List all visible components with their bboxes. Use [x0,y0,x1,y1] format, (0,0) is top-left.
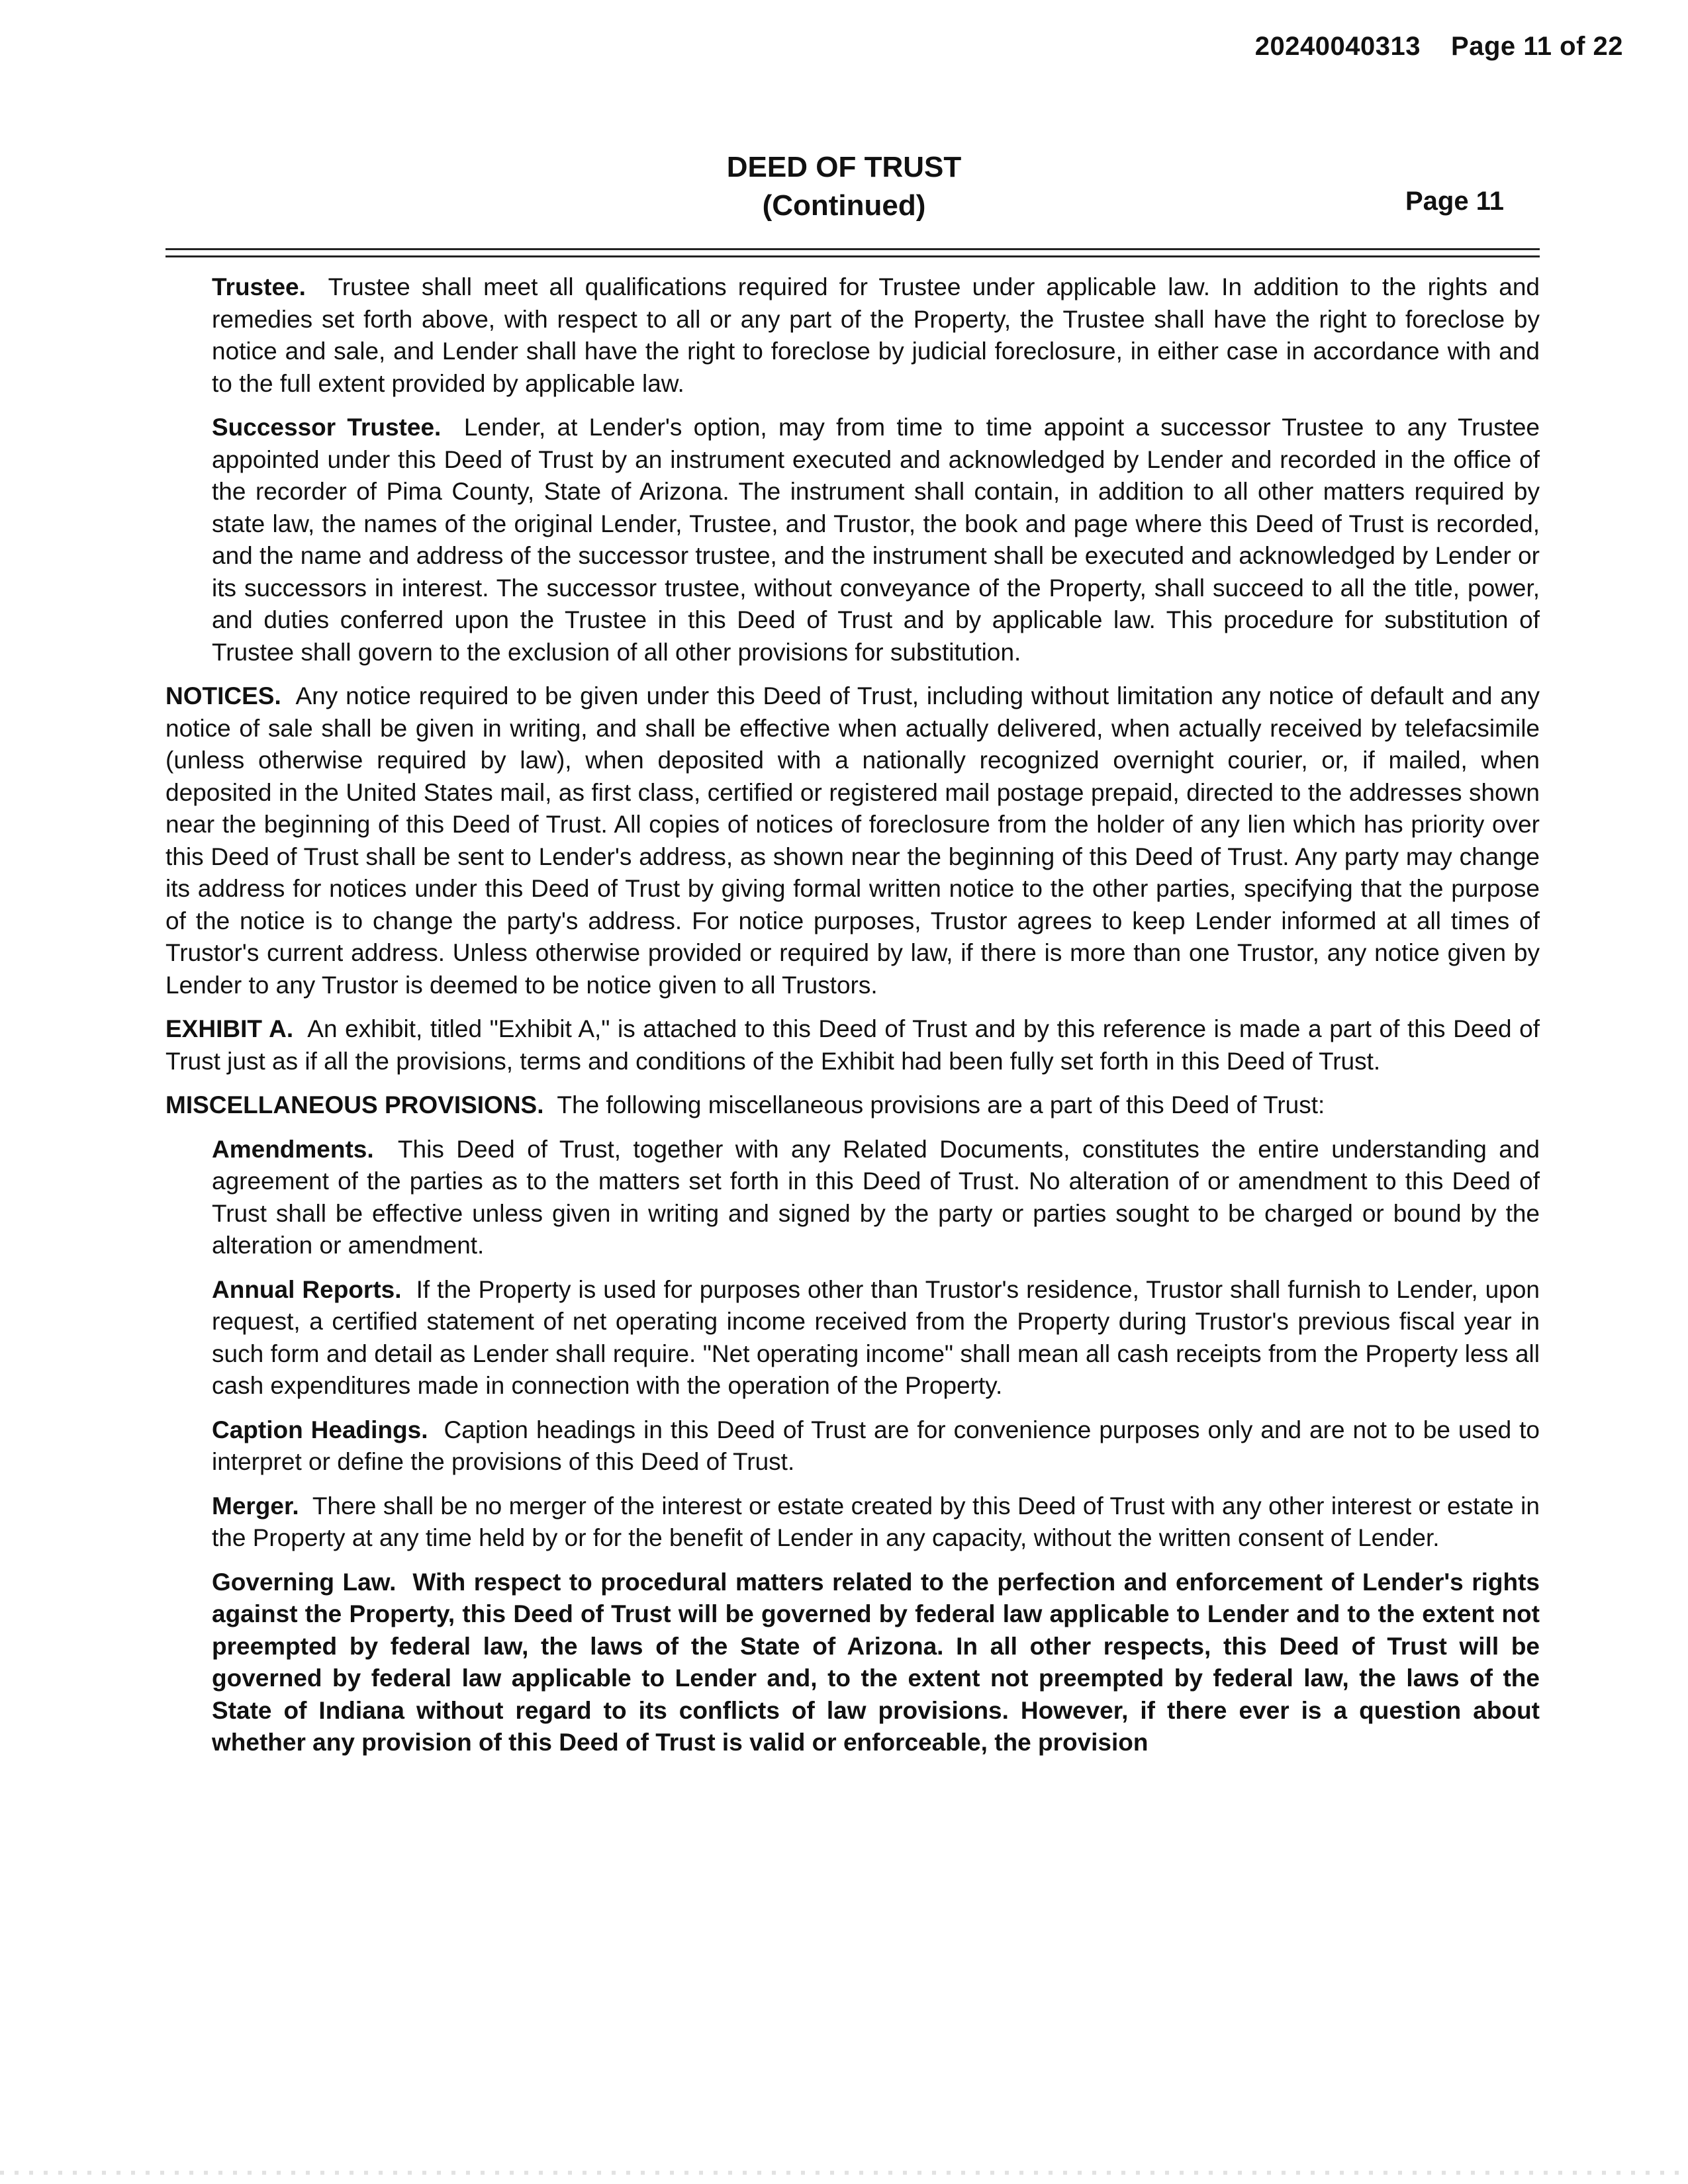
section-text: If the Property is used for purposes other than Trustor's residence, Trustor shall furnish to Lender, upon request, a certified statement of net operating income received from the Property during Trustor's previous fiscal year in such form and detail as Lender shall require. "Net operating income" shall mean all cash receipts from the Property less all cash expenditures made in connection with the operation of the Property. [212,1275,1540,1399]
section-heading: Annual Reports. [212,1275,402,1303]
section-text: With respect to procedural matters related to the perfection and enforcement of Lender's rights against the Property, this Deed of Trust will be governed by federal law applicable to Lender and to the extent not preempted by federal law, the laws of the State of Arizona. In all other respects, this Deed of Trust will be governed by federal law applicable to Lender and, to the extent not preempted by federal law, the laws of the State of Indiana without regard to its conflicts of law provisions. However, if there ever is a question about whether any provision of this Deed of Trust is valid or enforceable, the provision [212,1568,1540,1756]
section-caption-headings [212,1414,1540,1479]
section-text: There shall be no merger of the interest or estate created by this Deed of Trust with any other interest or estate in the Property at any time held by or for the benefit of Lender in any capacity, without the written consent of Lender. [212,1492,1540,1551]
section-governing-law [212,1567,1540,1759]
section-trustee [212,271,1540,400]
section-miscellaneous [165,1089,1540,1122]
section-text: Lender, at Lender's option, may from time to time appoint a successor Trustee to any Trustee appointed under this Deed of Trust by an instrument executed and acknowledged by Lender and recorded in the office of the recorder of Pima County, State of Arizona. The instrument shall contain, in addition to all other matters required by state law, the names of the original Lender, Trustee, and Trustor, the book and page where this Deed of Trust is recorded, and the name and address of the successor trustee, and the instrument shall be executed and acknowledged by Lender or its successors in interest. The successor trustee, without conveyance of the Property, shall succeed to all the title, power, and duties conferred upon the Trustee in this Deed of Trust and by applicable law. This procedure for substitution of Trustee shall govern to the exclusion of all other provisions for substitution. [212,414,1540,666]
section-amendments [212,1134,1540,1262]
document-reference [1255,32,1623,62]
page-label: Page 11 [1405,187,1504,216]
section-exhibit-a [165,1013,1540,1077]
header-rule-top [165,248,1540,250]
section-heading: Caption Headings. [212,1416,428,1443]
document-subtitle: (Continued) [762,189,926,222]
section-merger [212,1490,1540,1555]
section-heading: Governing Law. [212,1568,397,1596]
document-number: 20240040313 [1254,32,1421,61]
document-body [165,271,1540,1771]
section-text: Any notice required to be given under this Deed of Trust, including without limitation any notice of default and any notice of sale shall be given in writing, and shall be effective when actually delivered, when actually received by telefacsimile (unless otherwise required by law), when deposited with a nationally recognized overnight courier, or, if mailed, when deposited in the United States mail, as first class, certified or registered mail postage prepaid, directed to the addresses shown near the beginning of this Deed of Trust. All copies of notices of foreclosure from the holder of any lien which has priority over this Deed of Trust shall be sent to Lender's address, as shown near the beginning of this Deed of Trust. Any party may change its address for notices under this Deed of Trust by giving formal written notice to the other parties, specifying that the purpose of the notice is to change the party's address. For notice purposes, Trustor agrees to keep Lender informed at all times of Trustor's current address. Unless otherwise provided or required by law, if there is more than one Trustor, any notice given by Lender to any Trustor is deemed to be notice given to all Trustors. [165,682,1540,999]
section-annual-reports [212,1274,1540,1402]
section-text: Trustee shall meet all qualifications required for Trustee under applicable law. In addition to the rights and remedies set forth above, with respect to all or any part of the Property, the Trustee shall have the right to foreclose by notice and sale, and Lender shall have the right to foreclose by judicial foreclosure, in either case in accordance with and to the full extent provided by applicable law. [212,273,1540,397]
section-text: This Deed of Trust, together with any Related Documents, constitutes the entire understanding and agreement of the parties as to the matters set forth in this Deed of Trust. No alteration of or amendment to this Deed of Trust shall be effective unless given in writing and signed by the party or parties sought to be charged or bound by the alteration or amendment. [212,1135,1540,1259]
scan-artifact-strip [0,2171,1688,2175]
section-text: Caption headings in this Deed of Trust are for convenience purposes only and are not to be used to interpret or define the provisions of this Deed of Trust. [212,1416,1540,1475]
section-text: An exhibit, titled "Exhibit A," is attached to this Deed of Trust and by this reference is made a part of this Deed of Trust just as if all the provisions, terms and conditions of the Exhibit had been fully set forth in this Deed of Trust. [165,1015,1540,1075]
section-heading: EXHIBIT A. [165,1015,294,1042]
header-rule-bottom [165,255,1540,257]
page-of-count: Page 11 of 22 [1451,32,1623,61]
document-title: DEED OF TRUST [726,151,962,183]
section-heading: Successor Trustee. [212,414,442,441]
section-heading: NOTICES. [165,682,281,709]
section-heading: Merger. [212,1492,299,1520]
section-heading: Trustee. [212,273,306,300]
section-successor-trustee [212,412,1540,668]
section-notices [165,680,1540,1001]
section-heading: MISCELLANEOUS PROVISIONS. [165,1091,544,1118]
section-heading: Amendments. [212,1135,374,1163]
section-text: The following miscellaneous provisions are a part of this Deed of Trust: [557,1091,1325,1118]
